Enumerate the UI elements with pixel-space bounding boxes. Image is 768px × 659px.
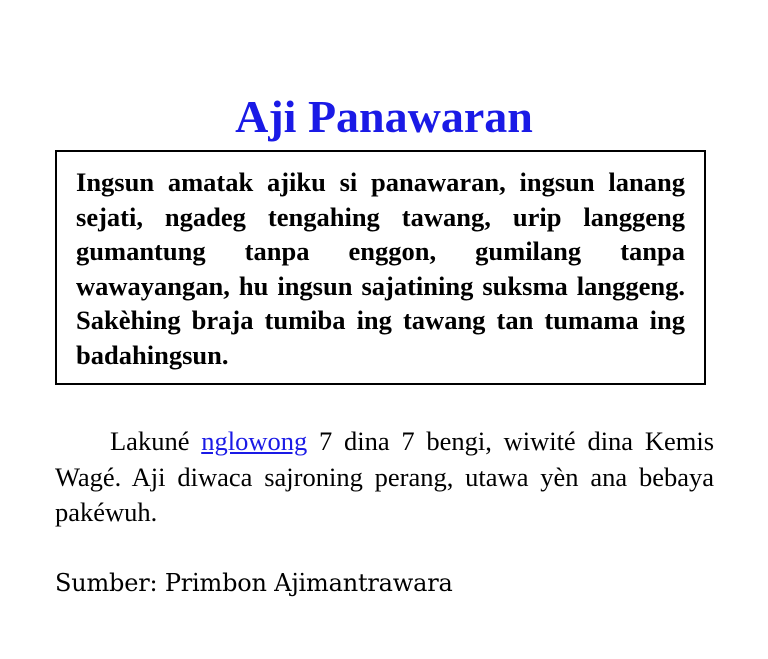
paragraph-text-after-link: 7 dina 7 bengi, wiwité dina Kemis Wagé. Aji diwaca sajroning perang, utawa yèn ana bebaya pakéwuh. <box>55 426 715 527</box>
mantra-box <box>55 150 706 385</box>
source-line <box>55 566 453 600</box>
nglowong-link[interactable]: nglowong <box>201 426 308 456</box>
page-title: Aji Panawaran <box>235 90 533 142</box>
paragraph-text-before-link: Lakuné <box>110 426 202 456</box>
source-separator: : <box>149 569 165 597</box>
source-value: Primbon Ajimantrawara <box>164 569 453 597</box>
mantra-text: Ingsun amatak ajiku si panawaran, ingsun lanang sejati, ngadeg tengahing tawang, urip langgeng gumantung tanpa enggon, gumilang tanpa wawayangan, hu ingsun sajatining suksma langgeng. Sakèhing braja tumiba ing tawang tan tumama ing badahingsun. <box>76 167 685 370</box>
source-label: Sumber <box>55 569 150 597</box>
body-paragraph <box>55 424 714 531</box>
